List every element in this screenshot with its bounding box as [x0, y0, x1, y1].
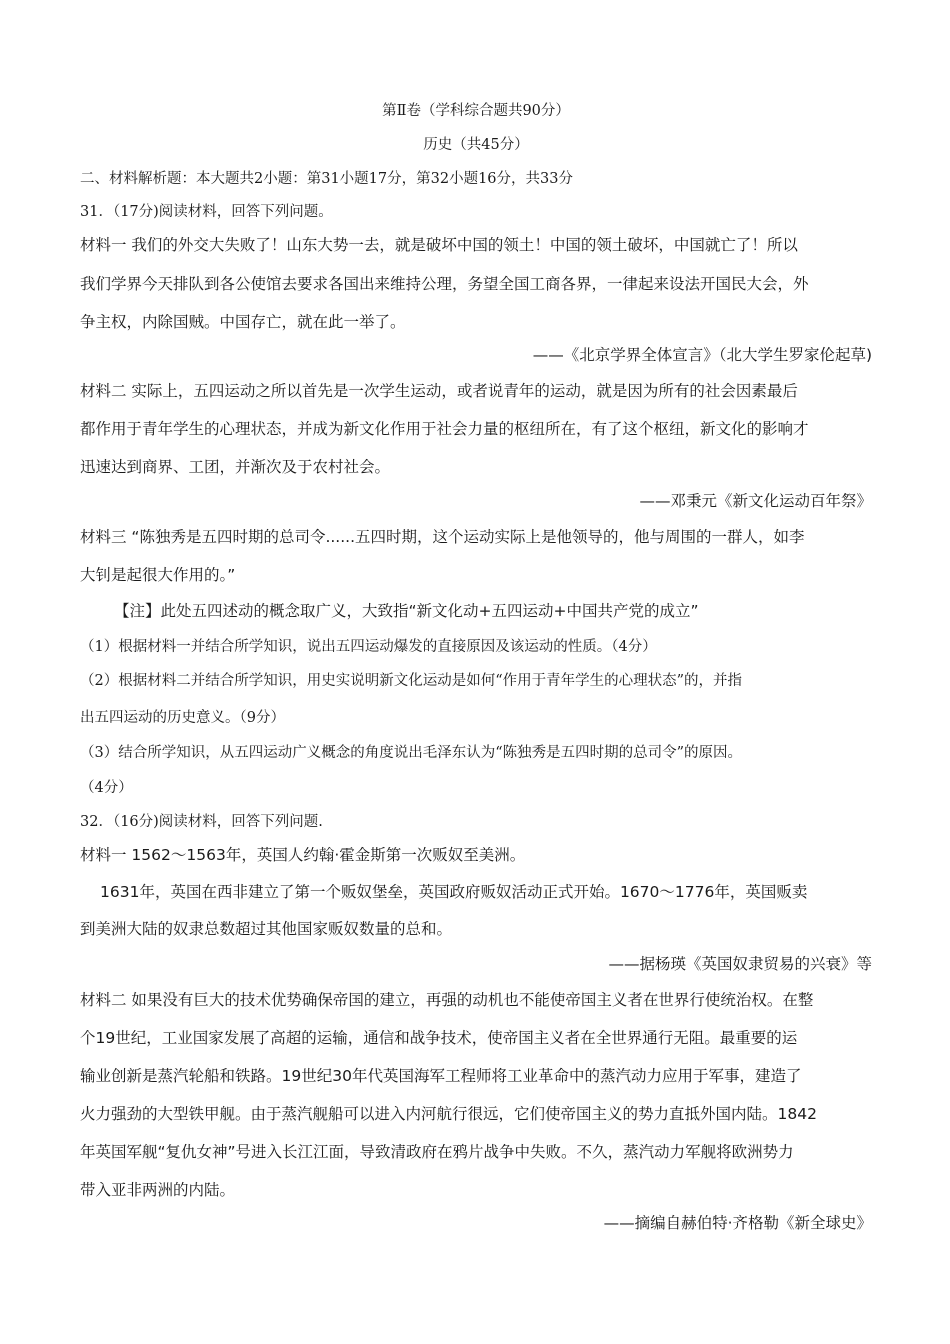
question-32-heading: 32．（16分)阅读材料，回答下列问题.	[80, 814, 323, 830]
q32-material2-source: ——摘编自赫伯特·齐格勒《新全球史》	[603, 1214, 872, 1232]
q31-subquestion: （4分）	[80, 780, 133, 796]
q32-material2-line: 材料二 如果没有巨大的技术优势确保帝国的建立，再强的动机也不能使帝国主义者在世界行使统治权。在整	[80, 991, 814, 1009]
volume-title: 第Ⅱ卷（学科综合题共90分）	[382, 103, 570, 119]
q32-material1-line: 1631年，英国在西非建立了第一个贩奴堡垒，英国政府贩奴活动正式开始。1670～1776年，英国贩卖	[100, 883, 808, 901]
q32-material2-line: 年英国军舰“复仇女神”号进入长江江面，导致清政府在鸦片战争中失败。不久，蒸汽动力军舰将欧洲势力	[80, 1143, 794, 1161]
q32-material1-source: ——据杨瑛《英国奴隶贸易的兴衰》等	[608, 955, 872, 973]
q31-material1-source: ——《北京学界全体宣言》（北大学生罗家伦起草)	[532, 346, 872, 364]
q32-material2-line: 火力强劲的大型铁甲舰。由于蒸汽舰船可以进入内河航行很远，它们使帝国主义的势力直抵外国内陆。1842	[80, 1105, 817, 1123]
subject-title: 历史（共45分）	[423, 137, 529, 153]
q31-subquestion: （2）根据材料二并结合所学知识，用史实说明新文化运动是如何“作用于青年学生的心理状态”的，并指	[80, 673, 743, 689]
q31-material2-line: 都作用于青年学生的心理状态，并成为新文化作用于社会力量的枢纽所在，有了这个枢纽，新文化的影响才	[80, 420, 809, 438]
q31-material1-line: 争主权，内除国贼。中国存亡，就在此一举了。	[80, 313, 406, 331]
q31-subquestion: 出五四运动的历史意义。（9分）	[80, 710, 285, 726]
q31-material2-source: ——邓秉元《新文化运动百年祭》	[639, 492, 872, 510]
q32-material2-line: 输业创新是蒸汽轮船和铁路。19世纪30年代英国海军工程师将工业革命中的蒸汽动力应用于军事，建造了	[80, 1067, 802, 1085]
question-31-heading: 31．（17分)阅读材料，回答下列问题。	[80, 204, 333, 220]
q32-material1-line: 到美洲大陆的奴隶总数超过其他国家贩奴数量的总和。	[80, 920, 453, 938]
q31-material2-line: 材料二 实际上，五四运动之所以首先是一次学生运动，或者说青年的运动，就是因为所有的社会因素最后	[80, 382, 798, 400]
q31-material3-line: 材料三 “陈独秀是五四时期的总司令......五四时期，这个运动实际上是他领导的，他与周围的一群人，如李	[80, 528, 805, 546]
q32-material2-line: 带入亚非两洲的内陆。	[80, 1181, 236, 1199]
q31-material1-line: 我们学界今天排队到各公使馆去要求各国出来维持公理，务望全国工商各界，一律起来设法开国民大会，外	[80, 275, 809, 293]
q31-material1-line: 材料一 我们的外交大失败了！山东大势一去，就是破坏中国的领土！中国的领土破坏，中国就亡了！所以	[80, 236, 798, 254]
q31-note: 【注】此处五四述动的概念取广义，大致指“新文化动+五四运动+中国共产党的成立”	[114, 602, 699, 620]
q31-material2-line: 迅速达到商界、工团，并渐次及于农村社会。	[80, 458, 391, 476]
section-instructions: 二、材料解析题：本大题共2小题：第31小题17分，第32小题16分，共33分	[80, 171, 573, 187]
q32-material2-line: 个19世纪，工业国家发展了高超的运输，通信和战争技术，使帝国主义者在全世界通行无阻。最重要的运	[80, 1029, 798, 1047]
q31-subquestion: （3）结合所学知识，从五四运动广义概念的角度说出毛泽东认为“陈独秀是五四时期的总司令”的原因。	[80, 745, 743, 761]
q31-subquestion: （1）根据材料一并结合所学知识，说出五四运动爆发的直接原因及该运动的性质。（4分）	[80, 639, 657, 655]
q32-material1-line: 材料一 1562～1563年，英国人约翰·霍金斯第一次贩奴至美洲。	[80, 846, 526, 864]
q31-material3-line: 大钊是起很大作用的。”	[80, 566, 236, 584]
